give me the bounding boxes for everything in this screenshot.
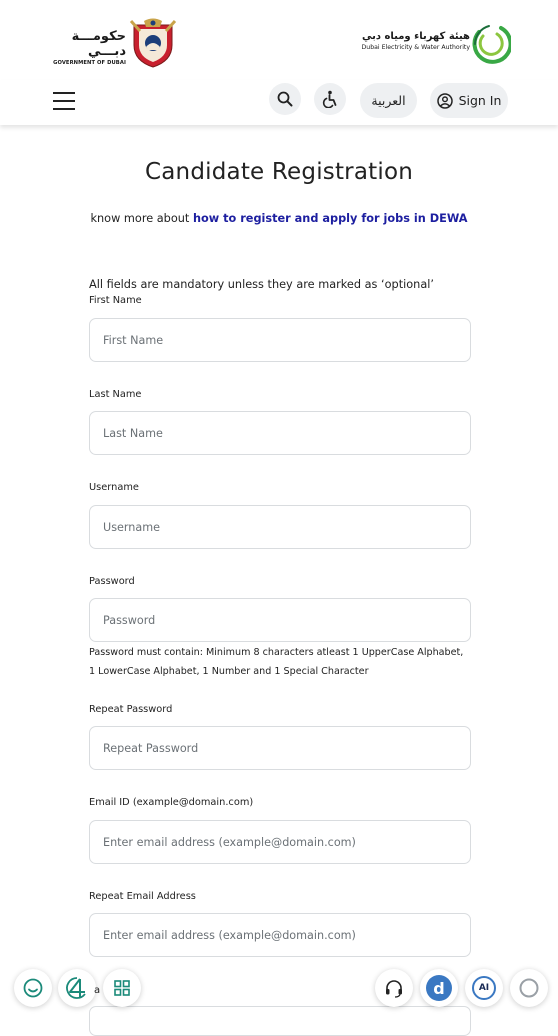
password-hint: Password must contain: Minimum 8 characters atleast 1 UpperCase Alphabet, 1 LowerCase Alphabet, 1 Number and 1 Special Character [89, 647, 464, 677]
email-label: Email ID (example@domain.com) [89, 797, 254, 808]
know-more-prefix: know more about [90, 212, 193, 225]
next-field-input[interactable] [89, 1006, 471, 1036]
ai-icon: AI [472, 976, 496, 1000]
search-icon [277, 91, 293, 107]
language-toggle[interactable] [360, 83, 417, 118]
last-name-label: Last Name [89, 389, 142, 400]
header-logos [0, 0, 558, 80]
accessibility-button[interactable] [314, 83, 346, 115]
sign-in-label: Sign In [458, 93, 502, 108]
dubai-emblem-icon [128, 17, 178, 69]
username-input[interactable] [89, 505, 471, 549]
password-label: Password [89, 576, 135, 587]
gov-logo-english: GOVERNMENT OF DUBAI [53, 60, 126, 66]
password-input[interactable] [89, 598, 471, 642]
loading-button[interactable] [510, 969, 548, 1007]
language-label: العربية [371, 93, 406, 108]
apps-button[interactable] [103, 969, 141, 1007]
first-name-label: First Name [89, 295, 142, 306]
dewa-mark-icon [471, 22, 511, 68]
first-name-input[interactable] [89, 318, 471, 362]
dewa-logo-english: Dubai Electricity & Water Authority [361, 44, 470, 51]
mandatory-note: All fields are mandatory unless they are marked as ‘optional’ [89, 278, 434, 291]
last-name-input[interactable] [89, 411, 471, 455]
gov-logo-arabic: حكومـــة دبـــي [71, 29, 126, 59]
repeat-password-label: Repeat Password [89, 704, 173, 715]
repeat-email-label: Repeat Email Address [89, 891, 196, 902]
know-more-text [0, 212, 558, 225]
search-button[interactable] [269, 83, 301, 115]
dewa-logo[interactable] [352, 22, 512, 72]
top-navbar [0, 80, 558, 125]
government-of-dubai-logo[interactable] [52, 17, 182, 69]
menu-icon[interactable] [53, 92, 75, 110]
chat-24-button[interactable] [58, 969, 96, 1007]
smiley-icon [23, 978, 43, 998]
username-label: Username [89, 482, 139, 493]
feedback-button[interactable] [14, 969, 52, 1007]
headset-support-button[interactable] [375, 969, 413, 1007]
ai-assistant-button[interactable] [465, 969, 503, 1007]
accessibility-icon [321, 90, 339, 108]
how-to-register-link[interactable]: how to register and apply for jobs in DEWA [192, 212, 468, 225]
loading-ring-icon [518, 977, 540, 999]
support-24-icon [63, 975, 91, 1001]
repeat-email-input[interactable] [89, 913, 471, 957]
sign-in-button[interactable] [430, 83, 508, 118]
d-assistant-button[interactable] [420, 969, 458, 1007]
partial-text: a [94, 985, 101, 996]
page-title: Candidate Registration [145, 159, 413, 185]
grid-icon [114, 980, 130, 996]
email-input[interactable] [89, 820, 471, 864]
d-logo-icon: d [426, 975, 452, 1001]
repeat-password-input[interactable] [89, 726, 471, 770]
headset-icon [384, 978, 404, 998]
dewa-logo-arabic: هيئة كهرباء ومياه دبي [361, 31, 470, 42]
user-circle-icon [437, 93, 453, 109]
